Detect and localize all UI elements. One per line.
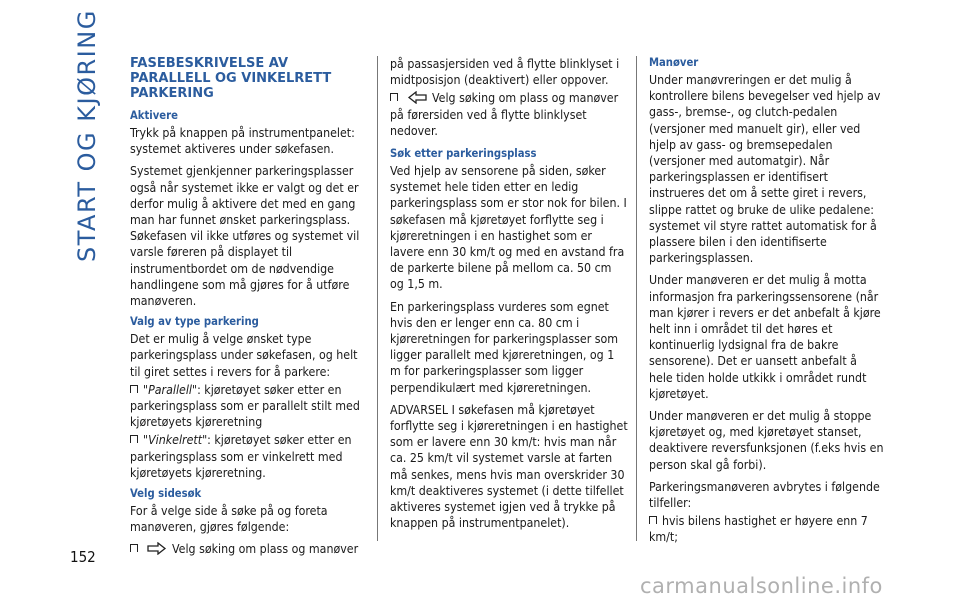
paragraph: Systemet gjenkjenner parkeringsplasser også når systemet ikke er valgt og det er derfor mulig å aktivere det med en gang man har funnet ønsket parkeringsplass. Søkefasen vil ikke utføres og systemet vil varsle føreren på displayet til instrumentbordet om de nødvendige handlingene som må gjøres for å utføre manøveren. — [130, 164, 360, 309]
paragraph: Det er mulig å velge ønsket type parkeringsplass under søkefasen, og helt til giret settes i revers for å parkere: — [130, 332, 358, 379]
paragraph: En parkeringsplass vurderes som egnet hvis den er lenger enn ca. 80 cm i kjøreretningen for parkeringsplasser som ligger parallelt med kjøreretningen, og 1 m for parkeringsplasser som ligger perpendikulært med kjøreretningen. — [390, 299, 619, 395]
subheading-aktivere: Aktivere — [130, 109, 178, 122]
bullet-quote: " — [143, 382, 149, 397]
column-3 — [649, 56, 884, 548]
bullet-quote: " — [143, 433, 149, 448]
bullet-square-icon — [130, 435, 138, 443]
paragraph: Under manøvreringen er det mulig å kontrollere bilens bevegelser ved hjelp av gass-, bremse-, og clutch-pedalen (versjoner med manuelt gir), eller ved hjelp av gass- og bremsepedalen (versjoner med automatgir). Når parkeringsplassen er identifisert instrueres det om å sette giret i revers, slippe rattet og bruke de ulike pedalene: systemet vil styre rattet automatisk for å plassere bilen i den identifiserte parkeringsplassen. — [649, 73, 881, 266]
bullet-text: hvis bilens hastighet er høyere enn 7 km/t; — [649, 514, 868, 545]
paragraph: Trykk på knappen på instrumentpanelet: systemet aktiveres under søkefasen. — [130, 126, 355, 157]
watermark: carmanualsonline.info — [640, 574, 883, 598]
subheading-sok-etter: Søk etter parkeringsplass — [390, 147, 537, 161]
bullet-item — [130, 541, 365, 557]
bullet-square-icon — [130, 544, 138, 552]
column-divider — [377, 56, 378, 541]
bullet-italic: Parallell — [148, 382, 192, 397]
paragraph: For å velge side å søke på og foreta manøveren, gjøres følgende: — [130, 504, 328, 535]
subheading-manover: Manøver — [649, 56, 699, 69]
column-divider — [636, 56, 637, 541]
paragraph: Ved hjelp av sensorene på siden, søker systemet hele tiden etter en ledig parkeringsplass som er stor nok for bilen. I søkefasen må kjøretøyet forflytte seg i kjøreretningen i en hastighet som er lavere enn 30 km/t og med en avstand fra de parkerte bilene på mellom ca. 50 cm og 1,5 m. — [390, 164, 627, 292]
column-2 — [390, 56, 628, 537]
paragraph: Under manøveren er det mulig å motta informasjon fra parkeringssensorene (når man kjører i revers er det anbefalt å kjøre helt inn i området til det høres et kontinuerlig lydsignal fra de bakre sensorene). Det er uansett anbefalt å hele tiden holde utkikk i området rundt kjøretøyet. — [649, 273, 881, 401]
chapter-title: START OG KJØRING — [73, 9, 101, 262]
bullet-text: Velg søking om plass og manøver — [172, 542, 359, 557]
bullet-square-icon — [390, 93, 398, 101]
bullet-text: Velg søking om plass og manøver på førersiden ved å flytte blinklyset nedover. — [390, 91, 619, 138]
subheading-sidesok: Velg sidesøk — [130, 487, 202, 501]
bullet-text: ": kjøretøyet søker etter en parkeringsplass som er vinkelrett med kjøretøyets kjøreretning. — [130, 433, 352, 480]
bullet-item — [649, 513, 884, 545]
bullet-text: ": kjøretøyet søker etter en parkeringsplass som er parallelt stilt med kjøretøyets kjøreretning — [130, 382, 360, 430]
column-1 — [130, 56, 365, 560]
section-heading: FASEBESKRIVELSE AV PARALLELL OG VINKELRETT PARKERING — [130, 56, 332, 101]
arrow-left-icon — [407, 91, 427, 104]
paragraph: ADVARSEL I søkefasen må kjøretøyet forflytte seg i kjøreretningen i en hastighet som er lavere enn 30 km/t: hvis man når ca. 25 km/t vil systemet varsle at farten må senkes, mens hvis man overskrider 30 km/t deaktiveres systemet (i dette tilfellet aktiveres systemet igjen ved å trykke på knappen på instrumentpanelet). — [390, 402, 628, 531]
bullet-item — [390, 90, 628, 139]
bullet-item — [130, 432, 365, 481]
bullet-italic: Vinkelrett — [148, 433, 203, 448]
paragraph: Parkeringsmanøveren avbrytes i følgende tilfeller: — [649, 479, 880, 511]
arrow-right-icon — [147, 542, 167, 555]
paragraph: på passasjersiden ved å flytte blinklyset i midtposisjon (deaktivert) eller oppover. — [390, 57, 620, 88]
paragraph: Under manøveren er det mulig å stoppe kjøretøyet og, med kjøretøyet stanset, deaktivere reversfunksjonen (f.eks hvis en person skal gå forbi). — [649, 409, 884, 472]
bullet-square-icon — [649, 516, 657, 524]
bullet-item — [130, 382, 365, 431]
page-number: 152 — [70, 548, 96, 566]
bullet-square-icon — [130, 385, 138, 393]
subheading-valg-type: Valg av type parkering — [130, 315, 259, 329]
